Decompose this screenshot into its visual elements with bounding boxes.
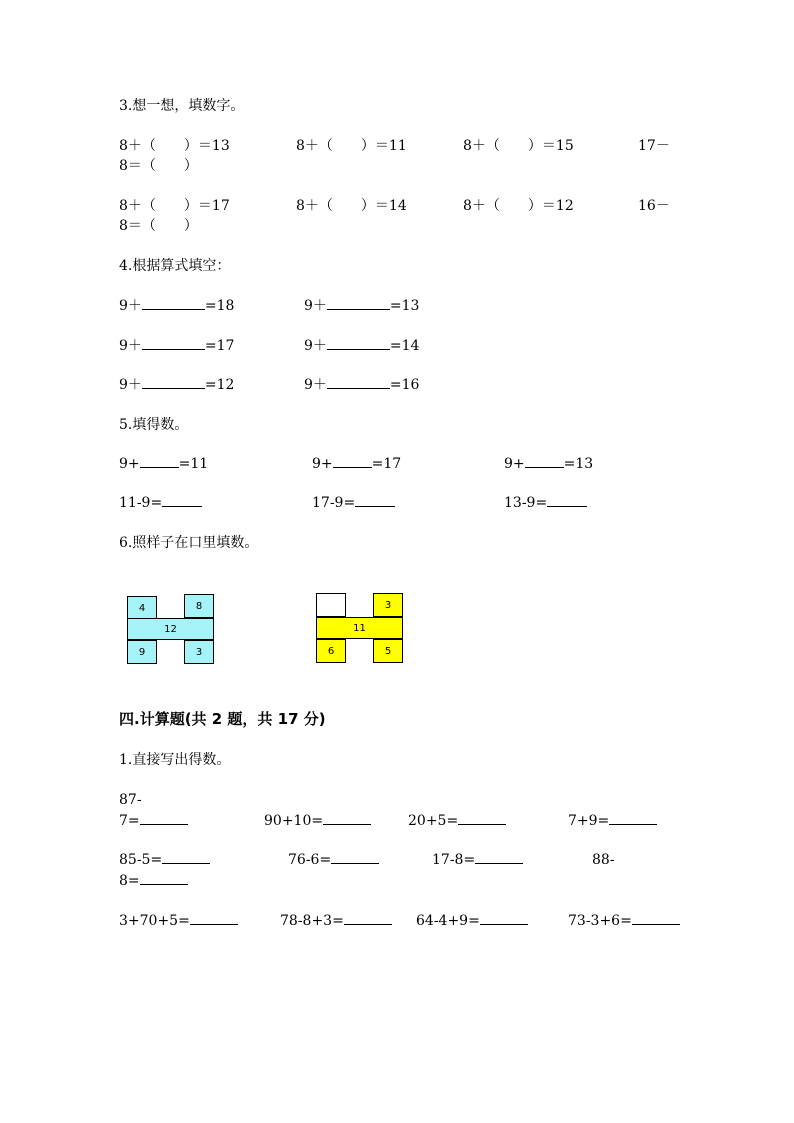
answer-blank[interactable] — [327, 297, 390, 310]
q3-row2-item3: 8＋（ ）＝12 — [463, 198, 574, 214]
example-bottom-right-box: 3 — [184, 640, 214, 664]
q5-item: 13-9= — [504, 494, 587, 512]
calc-item: 3+70+5= — [119, 912, 238, 930]
answer-blank[interactable] — [327, 337, 390, 350]
q5-item: 9+ =11 — [119, 456, 209, 472]
q3-row1-wrap: 8＝（ ） — [119, 158, 198, 174]
q3-row1-item3: 8＋（ ）＝15 — [463, 138, 574, 154]
calc-item: 73-3+6= — [568, 912, 680, 930]
answer-blank[interactable] — [140, 812, 188, 825]
calc-item: 64-4+9= — [416, 912, 528, 930]
exercise-middle-box: 11 — [316, 617, 403, 639]
answer-blank[interactable] — [547, 494, 587, 507]
answer-blank[interactable] — [140, 455, 179, 468]
example-middle-box: 12 — [127, 618, 214, 640]
answer-blank[interactable] — [162, 494, 202, 507]
q5-item: 9+ =13 — [504, 456, 594, 472]
answer-blank[interactable] — [323, 812, 371, 825]
calc-item: 8= — [119, 872, 188, 890]
calc-item: 7= — [119, 812, 188, 830]
answer-blank[interactable] — [458, 812, 506, 825]
q3-row2-wrap: 8＝（ ） — [119, 218, 198, 234]
q3-row2-item2: 8＋（ ）＝14 — [296, 198, 407, 214]
calc-item: 17-8= — [432, 851, 523, 869]
q4-item: 9＋ =13 — [304, 298, 420, 314]
q3-row1-item1: 8＋（ ）＝13 — [119, 138, 230, 154]
calc-item-wrapped-top: 87- — [119, 792, 142, 808]
answer-blank[interactable] — [331, 851, 379, 864]
calc-item: 78-8+3= — [280, 912, 392, 930]
exercise-bottom-right-box: 5 — [373, 639, 403, 663]
q4-item: 9＋ =12 — [119, 377, 235, 393]
q3-row2-item4: 16－ — [638, 198, 670, 214]
example-top-right-box: 8 — [184, 594, 214, 618]
answer-blank[interactable] — [609, 812, 657, 825]
exercise-top-left-box[interactable] — [316, 593, 346, 617]
example-top-left-box: 4 — [127, 596, 157, 620]
calc-item: 76-6= — [288, 851, 379, 869]
section4-q1-title: 1.直接写出得数。 — [119, 752, 231, 768]
answer-blank[interactable] — [525, 455, 564, 468]
q3-row1-item2: 8＋（ ）＝11 — [296, 138, 407, 154]
q3-row1-item4: 17－ — [638, 138, 670, 154]
calc-item: 85-5= — [119, 851, 210, 869]
exercise-top-right-box: 3 — [373, 593, 403, 617]
q4-title: 4.根据算式填空： — [119, 258, 231, 274]
q5-item: 11-9= — [119, 494, 202, 512]
answer-blank[interactable] — [327, 376, 390, 389]
calc-item: 20+5= — [408, 812, 506, 830]
answer-blank[interactable] — [162, 851, 210, 864]
answer-blank[interactable] — [344, 912, 392, 925]
answer-blank[interactable] — [480, 912, 528, 925]
q4-item: 9＋ =16 — [304, 377, 420, 393]
q4-item: 9＋ =17 — [119, 338, 235, 354]
calc-item: 90+10= — [264, 812, 371, 830]
calc-item-wrapped-top: 88- — [592, 852, 615, 868]
q5-item: 9+ =17 — [312, 456, 402, 472]
answer-blank[interactable] — [632, 912, 680, 925]
q3-title: 3.想一想，填数字。 — [119, 98, 245, 114]
q4-item: 9＋ =18 — [119, 298, 235, 314]
example-bottom-left-box: 9 — [127, 640, 157, 664]
calc-item: 7+9= — [568, 812, 657, 830]
section-4-heading: 四.计算题(共 2 题，共 17 分) — [119, 710, 326, 728]
answer-blank[interactable] — [355, 494, 395, 507]
answer-blank[interactable] — [190, 912, 238, 925]
q5-item: 17-9= — [312, 494, 395, 512]
answer-blank[interactable] — [142, 337, 205, 350]
answer-blank[interactable] — [140, 872, 188, 885]
q4-item: 9＋ =14 — [304, 338, 420, 354]
answer-blank[interactable] — [142, 376, 205, 389]
q6-title: 6.照样子在口里填数。 — [119, 535, 259, 551]
answer-blank[interactable] — [475, 851, 523, 864]
answer-blank[interactable] — [142, 297, 205, 310]
exercise-bottom-left-box: 6 — [316, 639, 346, 663]
q3-row2-item1: 8＋（ ）＝17 — [119, 198, 230, 214]
q5-title: 5.填得数。 — [119, 417, 189, 433]
answer-blank[interactable] — [333, 455, 372, 468]
